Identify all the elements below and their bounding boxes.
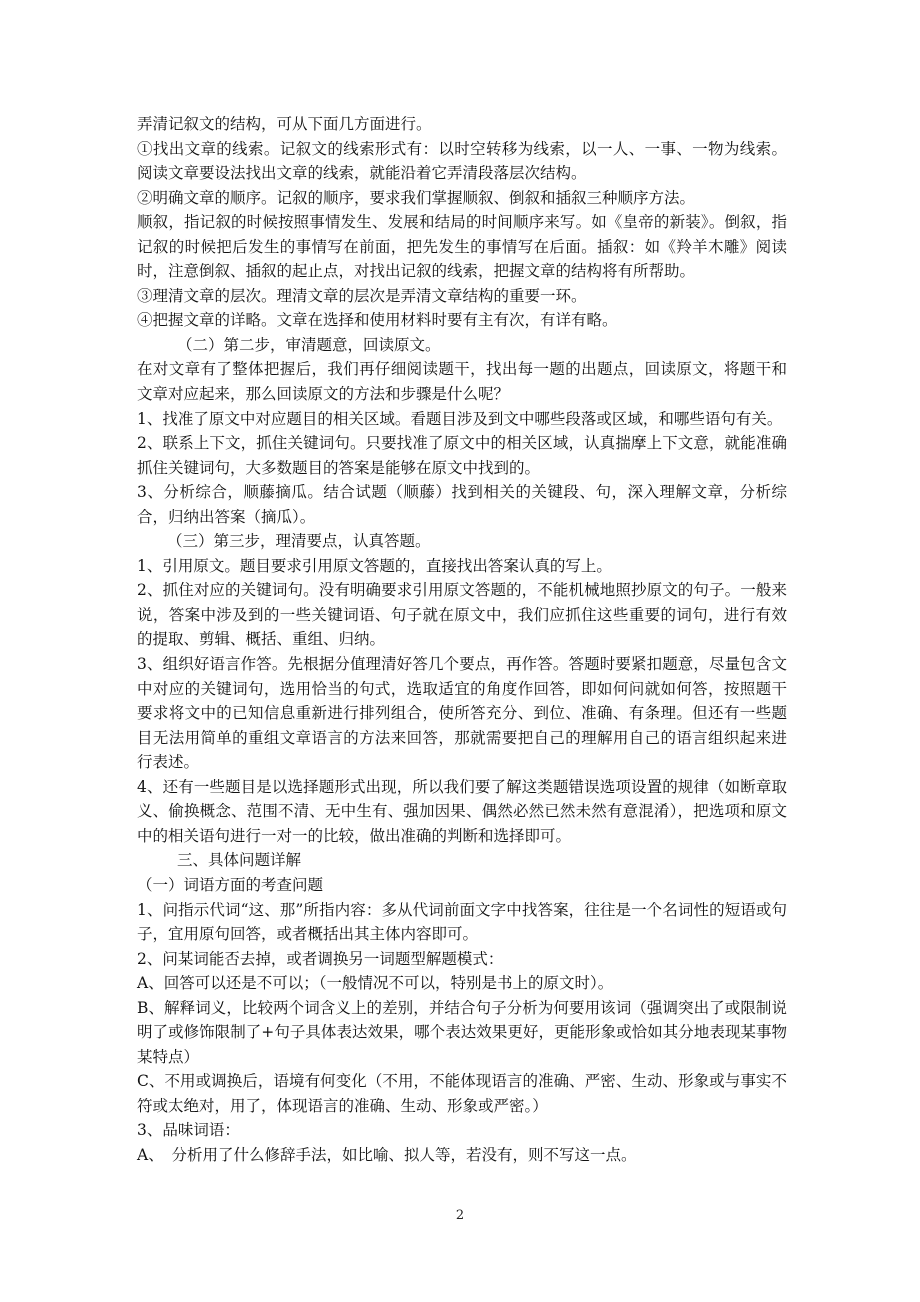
paragraph-answer-1: 1、引用原文。题目要求引用原文答题的，直接找出答案认真的写上。 [137, 556, 612, 575]
body-text [137, 112, 787, 1168]
paragraph-levels: ③理清文章的层次。理清文章的层次是弄清文章结构的重要一环。 [137, 286, 587, 305]
paragraph-word-3a: A、 分析用了什么修辞手法，如比喻、拟人等，若没有，则不写这一点。 [137, 1145, 637, 1164]
paragraph-reread: 在对文章有了整体把握后，我们再仔细阅读题干，找出每一题的出题点，回读原文，将题干和文章对应起来，那么回读原文的方法和步骤是什么呢？ [137, 360, 787, 404]
paragraph-reread-3: 3、分析综合，顺藤摘瓜。结合试题（顺藤）找到相关的关键段、句，深入理解文章，分析综合，归纳出答案（摘瓜）。 [137, 483, 787, 526]
paragraph-answer-2: 2、抓住对应的关键词句。没有明确要求引用原文答题的，不能机械地照抄原文的句子。一般来说，答案中涉及到的一些关键词语、句子就在原文中，我们应抓住这些重要的词句，进行有效的提取、剪辑、概括、重组、归纳。 [137, 581, 787, 649]
heading-word-questions: （一）词语方面的考查问题 [137, 875, 324, 894]
page-number: 2 [455, 1208, 465, 1223]
paragraph-detail: ④把握文章的详略。文章在选择和使用材料时要有主有次，有详有略。 [137, 311, 618, 330]
paragraph-word-1: 1、问指示代词“这、那”所指内容：多从代词前面文字中找答案，往往是一个名词性的短语或句子，宜用原句回答，或者概括出其主体内容即可。 [137, 900, 787, 944]
paragraph-narration-types: 顺叙，指记叙的时候按照事情发生、发展和结局的时间顺序来写。如《皇帝的新装》。倒叙，指记叙的时候把后发生的事情写在前面，把先发生的事情写在后面。插叙：如《羚羊木雕》阅读时，注意倒叙、插叙的起止点，对找出记叙的线索，把握文章的结构将有所帮助。 [137, 213, 787, 281]
paragraph-answer-3: 3、组织好语言作答。先根据分值理清好答几个要点，再作答。答题时要紧扣题意，尽量包含文中对应的关键词句，选用恰当的句式，选取适宜的角度作回答，即如何问就如何答，按照题干要求将文中的已知信息重新进行排列组合，使所答充分、到位、准确、有条理。但还有一些题目无法用简单的重组文章语言的方法来回答，那就需要把自己的理解用自己的语言组织起来进行表述。 [137, 655, 787, 772]
paragraph-word-3: 3、品味词语： [137, 1121, 240, 1140]
paragraph-word-2b: B、解释词义，比较两个词含义上的差别，并结合句子分析为何要用该词（强调突出了或限制说明了或修饰限制了+句子具体表达效果，哪个表达效果更好，更能形象或恰如其分地表现某事物某特点） [137, 998, 787, 1066]
heading-section-three: 三、具体问题详解 [177, 851, 302, 870]
paragraph-order: ②明确文章的顺序。记叙的顺序，要求我们掌握顺叙、倒叙和插叙三种顺序方法。 [137, 188, 696, 207]
paragraph-reread-2: 2、联系上下文，抓住关键词句。只要找准了原文中的相关区域，认真揣摩上下文意，就能准确抓住关键词句，大多数题目的答案是能够在原文中找到的。 [137, 434, 787, 477]
paragraph-word-2a: A、回答可以还是不可以；（一般情况不可以，特别是书上的原文时）。 [137, 974, 614, 993]
paragraph-reread-1: 1、找准了原文中对应题目的相关区域。看题目涉及到文中哪些段落或区域，和哪些语句有关。 [137, 409, 783, 428]
heading-step-two: （二）第二步，审清题意，回读原文。 [177, 335, 441, 354]
paragraph-clue: ①找出文章的线索。记叙文的线索形式有：以时空转移为线索，以一人、一事、一物为线索。阅读文章要设法找出文章的线索，就能沿着它弄清段落层次结构。 [137, 139, 787, 183]
paragraph-intro: 弄清记叙文的结构，可从下面几方面进行。 [137, 115, 432, 133]
paragraph-word-2: 2、问某词能否去掉，或者调换另一词题型解题模式： [137, 949, 504, 968]
heading-step-three: （三）第三步，理清要点，认真答题。 [167, 532, 431, 551]
paragraph-answer-4: 4、还有一些题目是以选择题形式出现，所以我们要了解这类题错误选项设置的规律（如断章取义、偷换概念、范围不清、无中生有、强加因果、偶然必然已然未然有意混淆），把选项和原文中的相关语句进行一对一的比较，做出准确的判断和选择即可。 [137, 777, 787, 845]
paragraph-word-2c: C、不用或调换后，语境有何变化（不用，不能体现语言的准确、严密、生动、形象或与事实不符或太绝对，用了，体现语言的准确、生动、形象或严密。） [137, 1072, 787, 1115]
